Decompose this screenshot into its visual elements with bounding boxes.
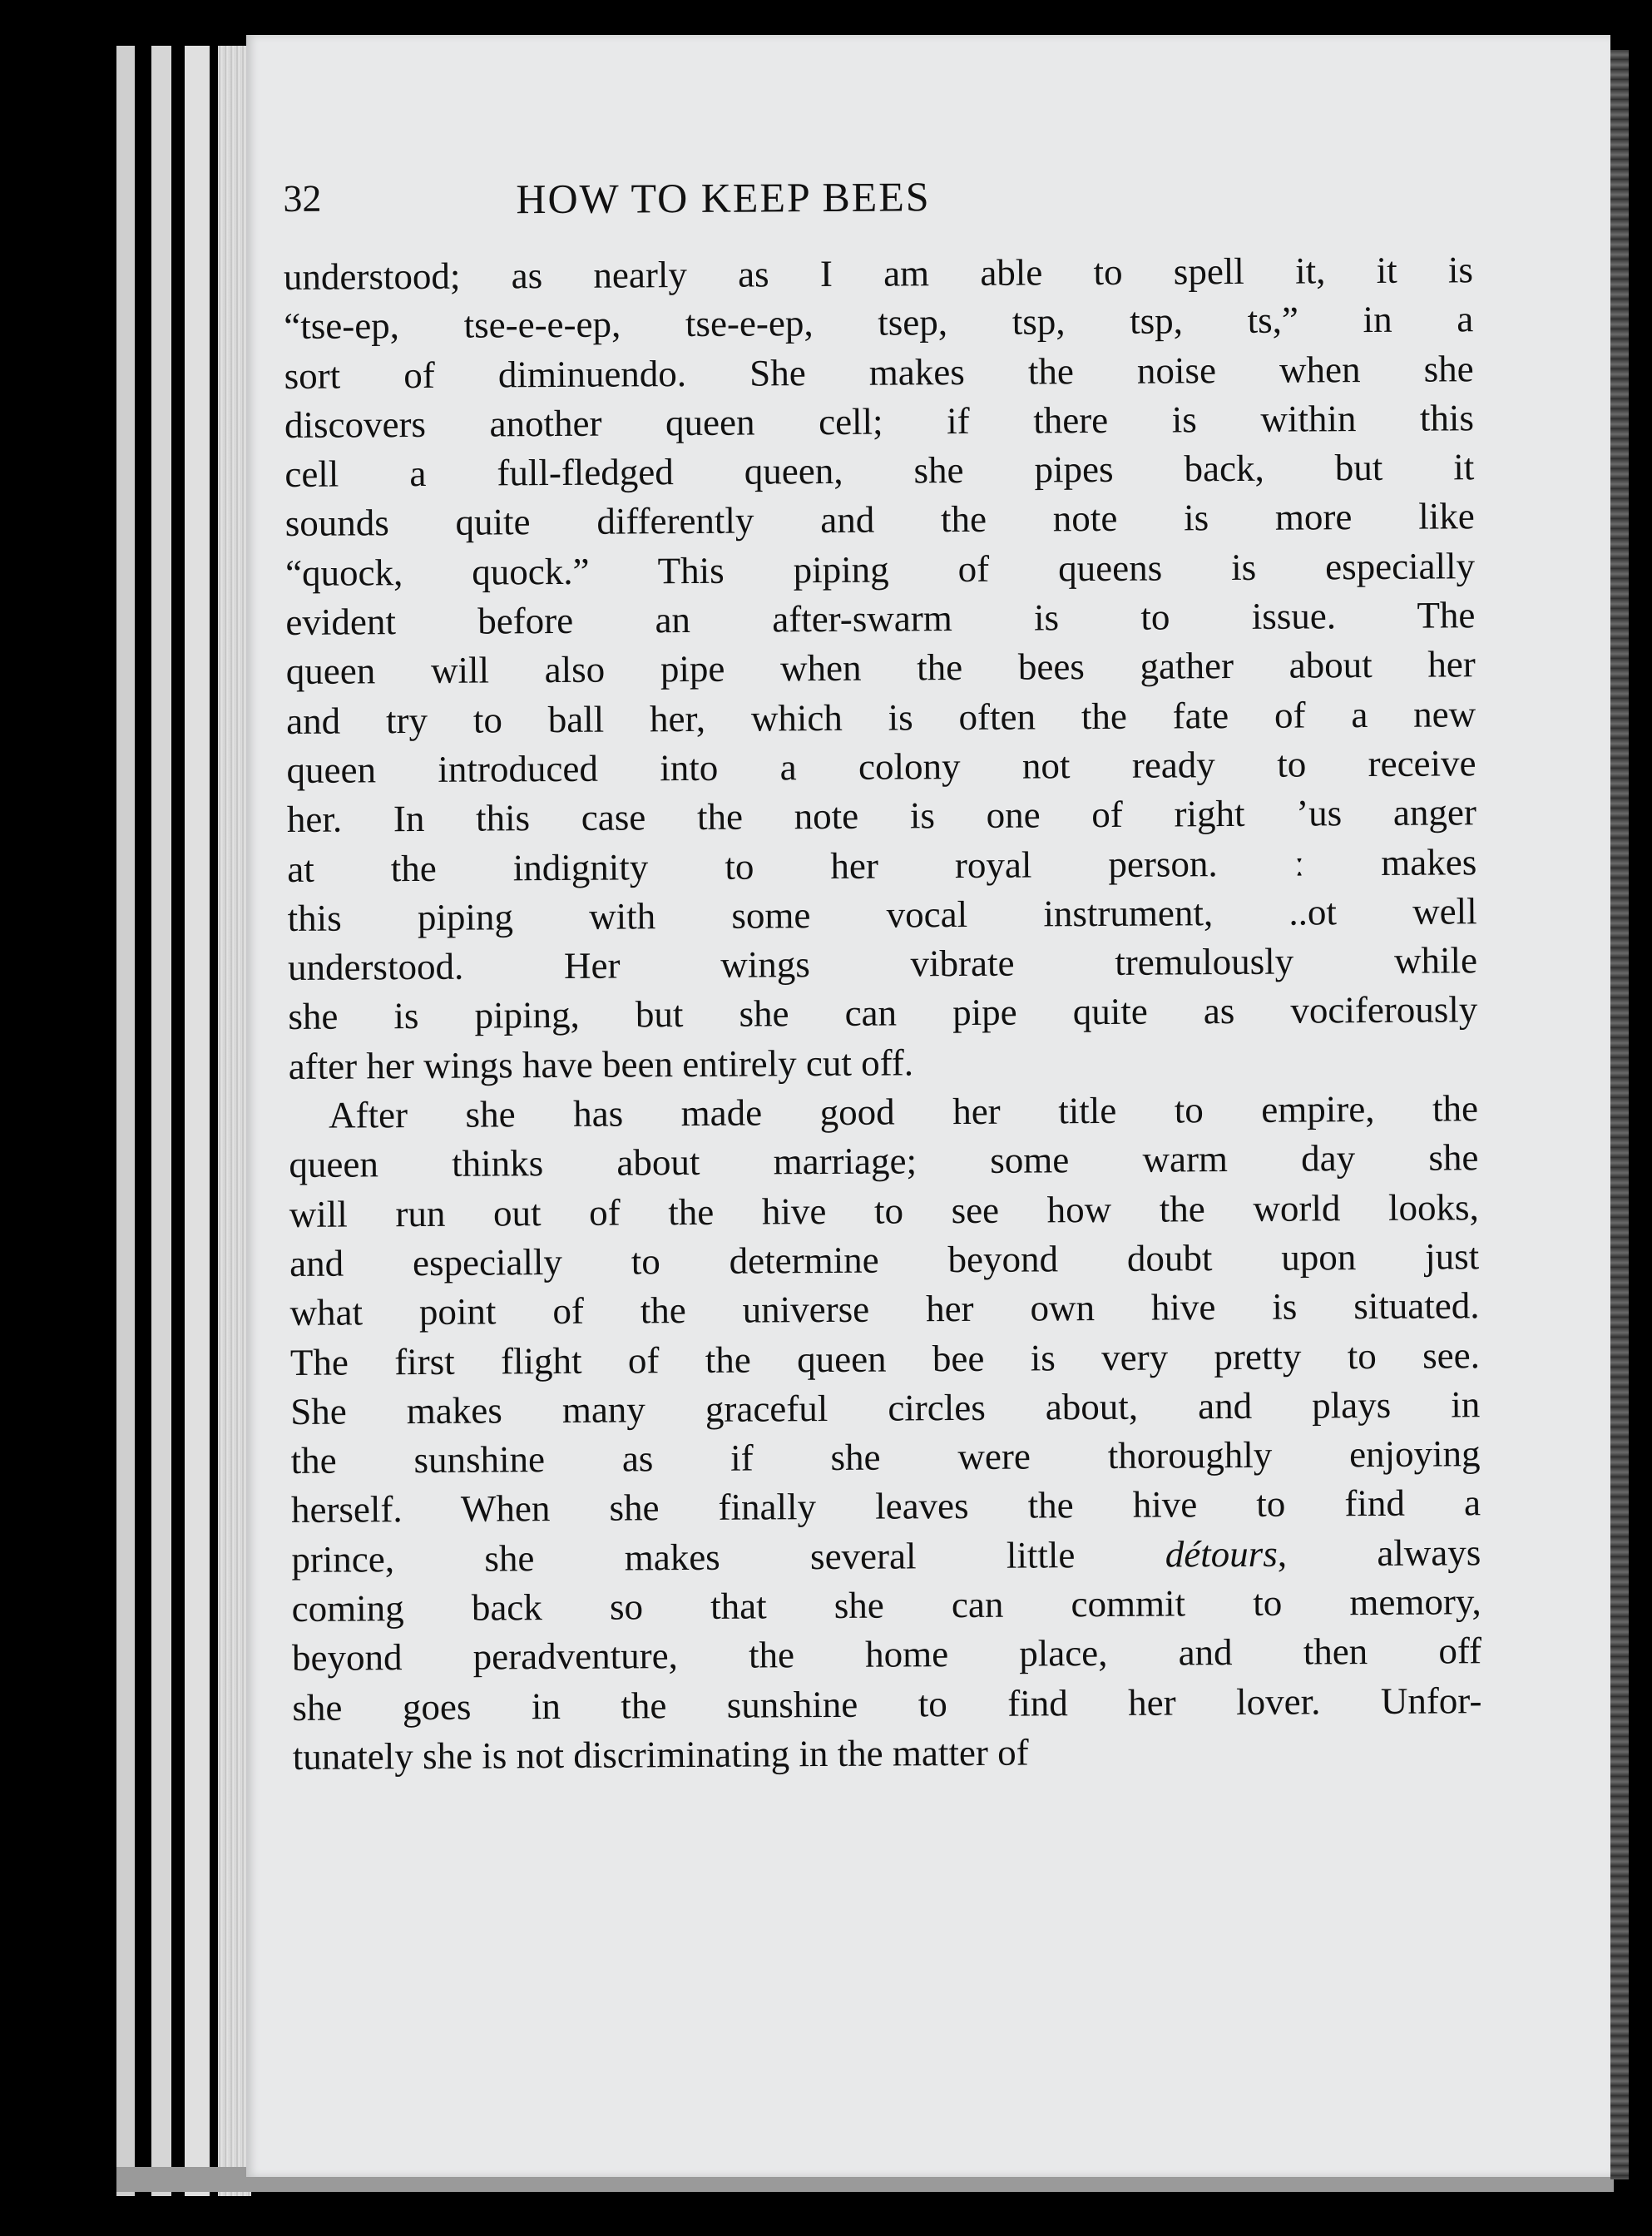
text-line-content: her. In this case the note is one of right ’us anger [286,791,1477,841]
text-line-content: queen will also pipe when the bees gather about her [285,643,1476,693]
text-line-content: The first flight of the queen bee is very pretty to see. [289,1333,1481,1383]
text-line-content: understood. Her wings vibrate tremulously while [287,939,1478,989]
text-line [289,1035,1478,1091]
text-line [285,591,1475,647]
text-line-content: understood; as nearly as I am able to spell it, it is [283,249,1474,298]
text-line [291,1528,1481,1585]
text-line-content: what point of the universe her own hive is situated. [289,1284,1480,1334]
text-line [286,739,1476,795]
text-line-content: sort of diminuendo. She makes the noise when she [284,347,1474,397]
italic-word: détours [1165,1532,1278,1576]
text-line [289,1281,1479,1338]
text-line [289,1134,1478,1190]
text-line-content: the sunshine as if she were thoroughly enjoying [290,1432,1481,1482]
text-line [290,1380,1480,1437]
text-line-content: will run out of the hive to see how the world looks, [289,1185,1479,1235]
text-line-content: herself. When she finally leaves the hive to find a [290,1482,1481,1531]
text-line [290,1429,1480,1486]
page-edge [185,46,210,2196]
text-line [287,789,1476,845]
text-line [290,1331,1480,1388]
running-head [283,142,1473,225]
text-line-content: sounds quite differently and the note is more like [284,495,1475,545]
text-line [284,393,1474,450]
text-line [284,344,1473,401]
text-line-content: “quock, quock.” This piping of queens is especially [284,545,1476,594]
text-line [289,1183,1479,1239]
text-block [283,142,1482,1782]
text-line-content: beyond peradventure, the home place, and then off [291,1630,1482,1679]
text-line-content: “tse-ep, tse-e-e-ep, tse-e-ep, tsep, tsp, tsp, ts,” in a [284,298,1474,348]
text-line [284,295,1473,352]
text-line [287,838,1476,894]
text-line-content: discovers another queen cell; if there is within this [284,397,1475,446]
text-line-content: After she has made good her title to empire, the [328,1087,1479,1136]
paragraph [284,245,1478,1091]
text-line [286,641,1476,697]
text-line-content: tunately she is not discriminating in the matter of [292,1731,1029,1778]
text-line [289,1232,1479,1289]
text-line [292,1627,1481,1684]
text-line [284,443,1474,499]
text-line-content: after her wings have been entirely cut off. [288,1041,914,1087]
text-line-content: and especially to determine beyond doubt upon just [289,1235,1480,1284]
text-line [285,492,1475,549]
text-line-content: and try to ball her, which is often the fate of a new [286,692,1476,742]
text-line [293,1725,1482,1782]
text-line-content: evident before an after-swarm is to issue. The [285,594,1476,644]
text-line-content: at the indignity to her royal person. ː makes [287,840,1477,890]
text-line [286,690,1476,746]
text-line-content: she goes in the sunshine to find her lover. Unfor- [292,1679,1482,1729]
text-line [285,542,1475,598]
text-line-content: prince, she makes several little détours, always [291,1531,1481,1581]
text-line-content: she is piping, but she can pipe quite as vociferously [288,988,1478,1038]
text-line [292,1577,1481,1634]
paragraph [289,1084,1482,1782]
body-text [284,245,1482,1782]
text-line [288,986,1477,1042]
page-edge [151,46,171,2196]
text-line [287,887,1476,943]
text-line-content: cell a full-fledged queen, she pipes back, but it [284,446,1475,496]
page-number: 32 [283,176,322,220]
text-line-content: coming back so that she can commit to memory, [291,1581,1481,1630]
text-line-content: queen introduced into a colony not ready to receive [286,742,1476,791]
text-line [291,1479,1481,1536]
text-line-content: this piping with some vocal instrument, ..ot well [287,890,1477,939]
text-line [284,245,1473,302]
running-head-title: HOW TO KEEP BEES [516,173,931,223]
text-line-content: queen thinks about marriage; some warm day she [289,1136,1479,1186]
book-right-edge [1610,50,1629,2179]
text-line [292,1676,1481,1733]
text-line [288,936,1477,992]
page-edge [116,46,135,2196]
text-line-content: She makes many graceful circles about, and plays in [290,1383,1481,1432]
text-line [289,1084,1478,1140]
